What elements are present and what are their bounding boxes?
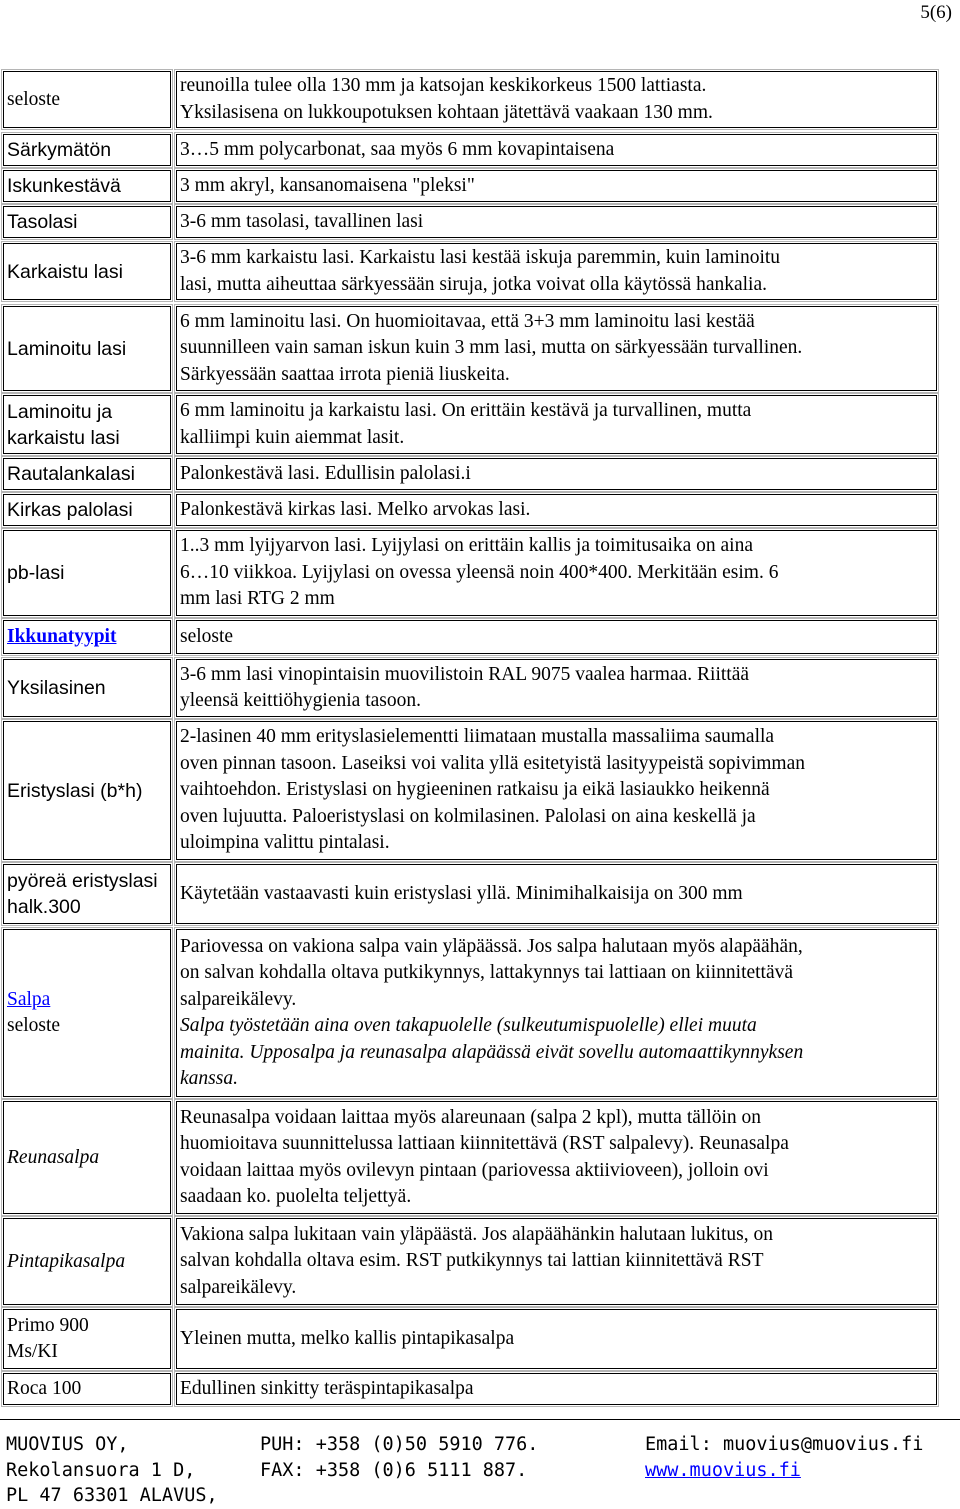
salpa-link[interactable]: Salpa [7,988,51,1010]
label-cell-yksilasinen [3,659,171,717]
row-label: Eristyslasi (b*h) [7,779,143,802]
label-cell-sarkymaton [3,134,171,166]
row-label: Reunasalpa [7,1146,100,1168]
content-line: salvan kohdalla oltava esim. RST putkikynnys tai lattian kiinnitettävä RST [180,1250,764,1272]
row-label: pb-lasi [7,562,65,584]
label-cell-laminoitu-lasi [3,306,171,391]
row-label-line: Laminoitu ja [7,400,113,423]
content-line: huomioitava suunnittelussa lattiaan kiinnitettävä (RST salpalevy). Reunasalpa [180,1133,789,1154]
row-label: Pintapikasalpa [7,1250,126,1272]
footer-website-link[interactable]: www.muovius.fi [645,1460,801,1481]
row-label: Rautalankalasi [7,463,135,485]
row-label: Karkaistu lasi [7,260,123,283]
label-cell-rautalankalasi [3,458,171,490]
footer-company: MUOVIUS OY, [6,1434,129,1455]
label-cell-reunasalpa [3,1101,171,1214]
content-cell-primo-900 [176,1309,937,1369]
label-cell-roca-100 [3,1373,171,1405]
content-line: 6 mm laminoitu ja karkaistu lasi. On erittäin kestävä ja turvallinen, mutta [180,400,752,421]
label-cell-ikkunatyypit[interactable] [3,620,171,654]
label-cell-pb-lasi [3,530,171,616]
content-line: voidaan laittaa myös ovilevyn pintaan (pariovessa aktiivioveen), jolloin ovi [180,1159,769,1181]
content-line: Yleinen mutta, melko kallis pintapikasalpa [180,1327,515,1349]
content-line: 3…5 mm polycarbonat, saa myös 6 mm kovapintaisena [180,138,615,160]
footer-po-box: PL 47 63301 ALAVUS, [6,1485,218,1506]
content-line: Pariovessa on vakiona salpa vain yläpäässä. Jos salpa halutaan myös alapäähän, [180,935,803,957]
content-cell-laminoitu-ja-karkaistu [176,395,937,454]
row-label: Särkymätön [7,139,112,161]
label-cell-kirkas-palolasi [3,494,171,526]
content-line-italic: mainita. Upposalpa ja reunasalpa alapäässä eivät sovellu automaattikynnyksen [180,1041,804,1063]
footer-email[interactable]: Email: muovius@muovius.fi [645,1434,924,1455]
label-cell-iskunkestava [3,170,171,202]
content-cell-seloste [176,71,937,128]
label-cell-seloste [3,71,171,128]
content-line-italic: kanssa. [180,1068,238,1089]
label-cell-salpa [3,929,171,1097]
content-line: salpareikälevy. [180,1276,297,1298]
content-line: oven pinnan tasoon. Laseiksi voi valita yllä esitetyistä lasityypeistä sopivimman [180,752,805,774]
content-cell-kirkas-palolasi [176,494,937,526]
content-line: mm lasi RTG 2 mm [180,588,335,610]
content-line: 2-lasinen 40 mm erityslasielementti liimataan mustalla massaliima saumalla [180,726,775,748]
ikkunatyypit-link[interactable]: Ikkunatyypit [7,625,117,647]
content-cell-roca-100 [176,1373,937,1405]
content-cell-karkaistu-lasi [176,243,937,300]
footer-divider [0,1419,960,1420]
content-line-italic: Salpa työstetään aina oven takapuolelle (sulkeutumispuolelle) ellei muuta [180,1015,757,1036]
content-line: on salvan kohdalla oltava putkikynnys, lattakynnys tai lattiaan on kiinnitettävä [180,962,794,983]
content-line: Käytetään vastaavasti kuin eristyslasi yllä. Minimihalkaisija on 300 mm [180,882,743,904]
content-cell-pintapikasalpa [176,1218,937,1305]
content-line: oven lujuutta. Paloeristyslasi on kolmilasinen. Palolasi on aina keskellä ja [180,805,756,827]
row-label-line: Ms/KI [7,1341,58,1362]
label-cell-laminoitu-ja-karkaistu [3,395,171,454]
content-line: saadaan ko. puolelta teljettyä. [180,1186,412,1207]
content-line: Edullinen sinkitty teräspintapikasalpa [180,1377,474,1399]
content-cell-sarkymaton [176,134,937,166]
row-label-line: halk.300 [7,896,81,918]
content-line: Palonkestävä kirkas lasi. Melko arvokas lasi. [180,498,531,520]
row-label: Laminoitu lasi [7,337,127,360]
content-line: Reunasalpa voidaan laittaa myös alareunaan (salpa 2 kpl), mutta tällöin on [180,1106,762,1128]
footer-phone: PUH: +358 (0)50 5910 776. [260,1434,539,1455]
footer-fax: FAX: +358 (0)6 5111 887. [260,1460,528,1481]
content-cell-eristyslasi [176,721,937,860]
content-cell-laminoitu-lasi [176,306,937,391]
content-line: salpareikälevy. [180,988,297,1010]
row-label: Kirkas palolasi [7,499,133,521]
label-cell-primo-900 [3,1309,171,1369]
content-line: 6 mm laminoitu lasi. On huomioitavaa, että 3+3 mm laminoitu lasi kestää [180,310,755,332]
page-number: 5(6) [920,2,952,23]
content-line: Yksilasisena on lukkoupotuksen kohtaan jätettävä vaakaan 130 mm. [180,101,713,123]
content-cell-pyorea-eristyslasi [176,864,937,924]
content-line: lasi, mutta aiheuttaa särkyessään siruja, jotka voivat olla käytössä hankalia. [180,273,767,295]
row-label-line: Primo 900 [7,1315,89,1336]
row-label: Roca 100 [7,1378,82,1399]
content-line: 6…10 viikkoa. Lyijylasi on ovessa yleensä noin 400*400. Merkitään esim. 6 [180,561,779,583]
label-cell-tasolasi [3,206,171,238]
content-line: Vakiona salpa lukitaan vain yläpäästä. Jos alapäähänkin halutaan lukitus, on [180,1223,773,1245]
row-label-line: seloste [7,1015,61,1037]
row-label-line: pyöreä eristyslasi [7,870,158,892]
content-cell-reunasalpa [176,1101,937,1214]
content-line: Särkyessään saattaa irrota pieniä liuskeita. [180,363,510,385]
row-label-line: karkaistu lasi [7,426,120,449]
row-label: Tasolasi [7,211,78,233]
content-cell-pb-lasi [176,530,937,616]
row-label: seloste [7,88,61,110]
content-line: 1..3 mm lyijyarvon lasi. Lyijylasi on erittäin kallis ja toimitusaika on aina [180,535,753,557]
content-line: vaihtoehdon. Eristyslasi on hygieeninen ratkaisu ja eikä lasiaukko heikennä [180,779,770,801]
content-line: 3-6 mm tasolasi, tavallinen lasi [180,210,424,232]
footer-street: Rekolansuora 1 D, [6,1460,196,1481]
row-label: Iskunkestävä [7,175,121,197]
content-cell-rautalankalasi [176,458,937,490]
label-cell-pintapikasalpa [3,1218,171,1305]
content-line: kalliimpi kuin aiemmat lasit. [180,426,405,448]
row-label: Yksilasinen [7,677,106,699]
label-cell-karkaistu-lasi [3,243,171,300]
content-line: uloimpina valittu pintalasi. [180,832,390,854]
content-cell-ikkunatyypit [176,620,937,654]
content-line: Palonkestävä lasi. Edullisin palolasi.i [180,462,471,484]
content-line: 3 mm akryl, kansanomaisena "pleksi" [180,174,475,196]
label-cell-eristyslasi [3,721,171,860]
content-cell-salpa [176,929,937,1097]
content-line: 3-6 mm lasi vinopintaisin muovilistoin RAL 9075 vaalea harmaa. Riittää [180,663,750,685]
content-line: suunnilleen vain saman iskun kuin 3 mm lasi, mutta on särkyessään turvallinen. [180,337,803,359]
content-cell-tasolasi [176,206,937,238]
label-cell-pyorea-eristyslasi [3,864,171,924]
content-line: yleensä keittiöhygienia tasoon. [180,690,421,711]
content-cell-yksilasinen [176,659,937,717]
content-line: seloste [180,625,234,647]
content-line: 3-6 mm karkaistu lasi. Karkaistu lasi kestää iskuja paremmin, kuin laminoitu [180,247,781,268]
content-line: reunoilla tulee olla 130 mm ja katsojan keskikorkeus 1500 lattiasta. [180,75,707,96]
content-cell-iskunkestava [176,170,937,202]
